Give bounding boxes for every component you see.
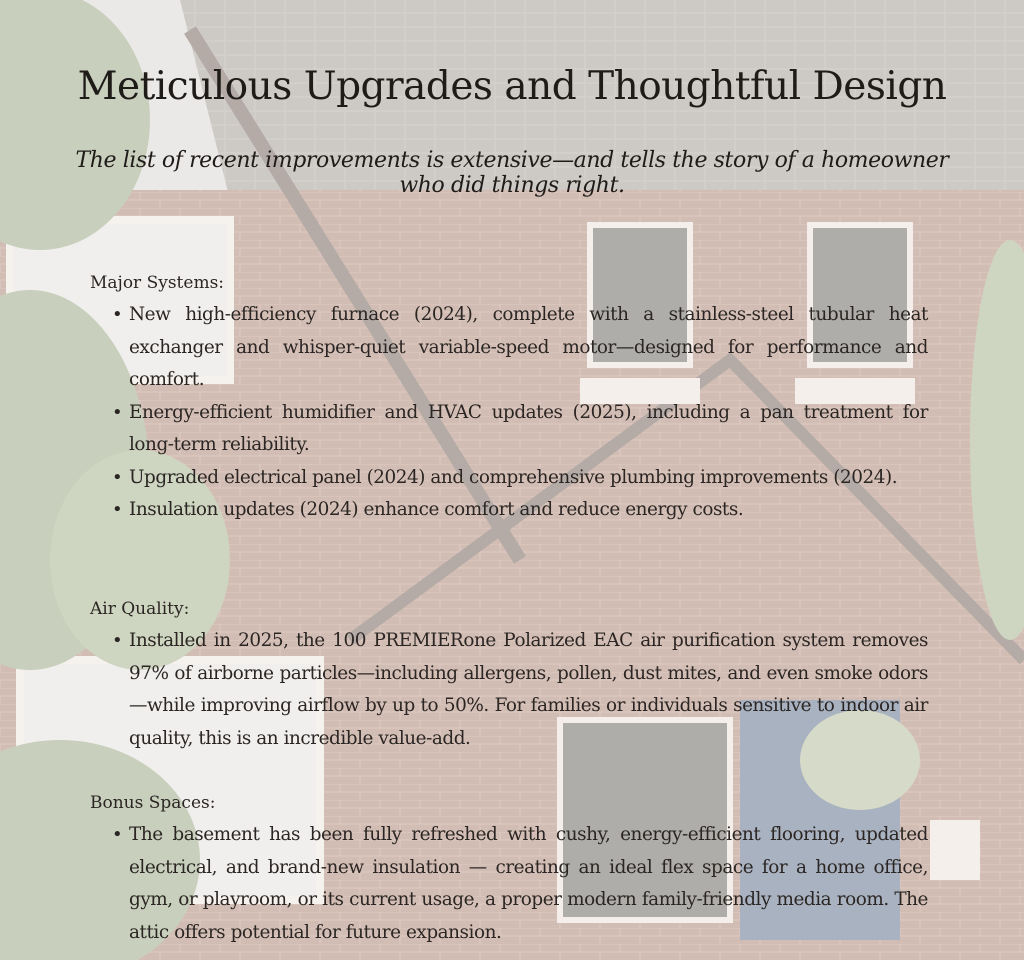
list-item — [90, 819, 928, 949]
bullet-icon: • — [112, 304, 123, 325]
section-air-quality — [90, 597, 928, 755]
bullet-icon: • — [112, 401, 123, 423]
bullet-icon: • — [112, 630, 123, 651]
page-title: Meticulous Upgrades and Thoughtful Design — [77, 64, 947, 109]
section-heading: Bonus Spaces: — [90, 793, 216, 813]
page-subtitle: The list of recent improvements is extensive—and tells the story of a homeowner who did things right. — [75, 148, 949, 198]
list-item-text: Installed in 2025, the 100 PREMIERone Polarized EAC air purification system removes 97% of airborne particles—including allergens, pollen, dust mites, and even smoke odors—while improving airflow by up to 50%. For families or individuals sensitive to indoor air quality, this is an incredible value-add. — [129, 630, 928, 749]
list-item-text: Energy-efficient humidifier and HVAC updates (2025), including a pan treatment for long-term reliability. — [129, 401, 928, 455]
list-item — [90, 397, 928, 462]
section-major-systems — [90, 271, 928, 527]
list-item — [90, 494, 928, 527]
list-item — [90, 299, 928, 397]
list-item-text: Upgraded electrical panel (2024) and comprehensive plumbing improvements (2024). — [129, 466, 898, 488]
section-heading: Major Systems: — [90, 273, 225, 293]
item-list — [90, 819, 928, 949]
bullet-icon: • — [112, 499, 123, 520]
bullet-icon: • — [112, 824, 123, 845]
list-item — [90, 462, 928, 495]
section-heading: Air Quality: — [90, 599, 190, 619]
list-item-text: The basement has been fully refreshed with cushy, energy-efficient flooring, updated electrical, and brand-new insulation — creating an ideal flex space for a home office, gym, or playroom, or its current usage, a proper modern family-friendly media room. The attic offers potential for future expansion. — [129, 824, 928, 943]
item-list — [90, 299, 928, 527]
section-bonus-spaces — [90, 791, 928, 949]
item-list — [90, 625, 928, 755]
list-item-text: New high-efficiency furnace (2024), complete with a stainless-steel tubular heat exchanger and whisper-quiet variable-speed motor—designed for performance and comfort. — [129, 304, 928, 390]
bullet-icon: • — [112, 466, 123, 488]
list-item — [90, 625, 928, 755]
list-item-text: Insulation updates (2024) enhance comfort and reduce energy costs. — [129, 499, 744, 520]
